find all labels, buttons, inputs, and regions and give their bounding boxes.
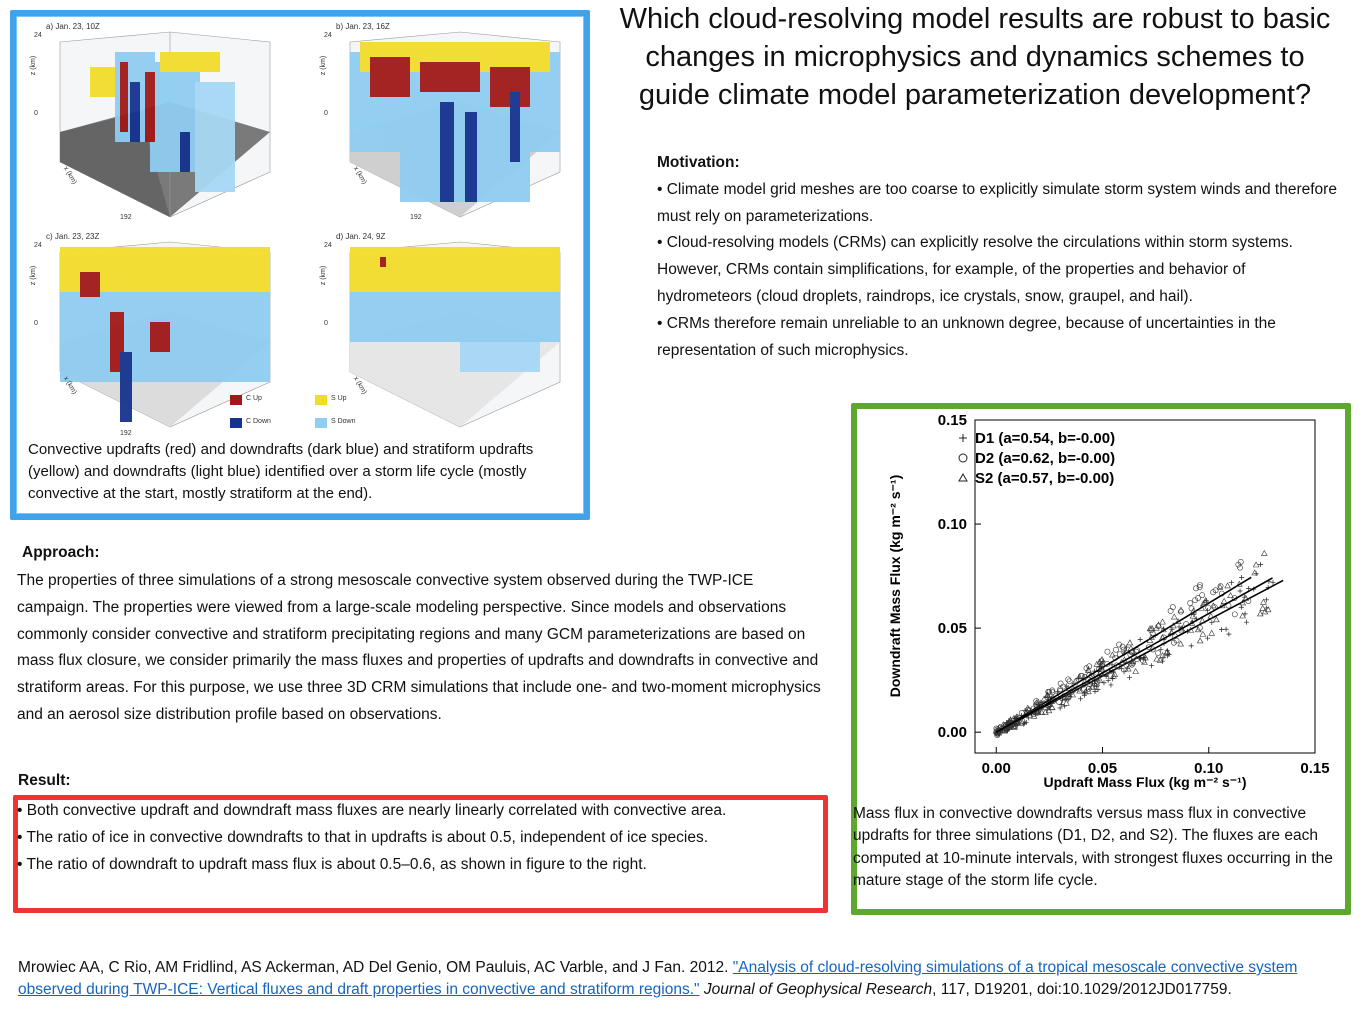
panel-b-illustration <box>310 22 580 227</box>
series-s2-point <box>1133 669 1139 674</box>
figure-panel-c <box>20 232 290 437</box>
panel-d-ztop: 24 <box>324 242 332 249</box>
x-tick-label: 0.00 <box>981 760 1011 777</box>
series-d1-point <box>1229 580 1234 585</box>
citation-authors: Mrowiec AA, C Rio, AM Fridlind, AS Ackerman, AD Del Genio, OM Pauluis, AC Varble, and J Fan. 2012. <box>18 959 733 976</box>
legend-label: S2 (a=0.57, b=-0.00) <box>975 470 1115 487</box>
citation-journal: Journal of Geophysical Research <box>699 981 933 998</box>
series-d1-point <box>1239 605 1244 610</box>
legend-swatch-c-up <box>230 395 242 405</box>
x-tick-label: 0.10 <box>1194 760 1224 777</box>
panel-c-ztop: 24 <box>34 242 42 249</box>
series-d1-point <box>1158 647 1163 652</box>
series-d2-point <box>1237 565 1242 570</box>
series-d1-point <box>1189 643 1194 648</box>
series-d1-point <box>1238 588 1243 593</box>
panel-b-ztop: 24 <box>324 32 332 39</box>
figure-panel-a <box>20 22 290 222</box>
legend-marker-circle <box>959 454 967 462</box>
series-fit-line <box>996 578 1272 732</box>
legend-label-c-down: C Down <box>246 418 271 425</box>
panel-b-xend: 192 <box>410 214 422 221</box>
panel-c-xlabel: x (km) <box>61 375 78 396</box>
series-s2-point <box>1252 570 1258 575</box>
motivation-bullet: • CRMs therefore remain unreliable to an unknown degree, because of uncertainties in the representation of such microphysics. <box>657 314 1276 359</box>
mass-flux-scatter-chart <box>860 410 1340 800</box>
y-tick-label: 0.10 <box>937 516 967 534</box>
result-section <box>17 797 832 879</box>
page-title: Which cloud-resolving model results are robust to basic changes in microphysics and dynamics schemes to guide climate model parameterization development? <box>619 3 1331 111</box>
y-tick-label: 0.05 <box>937 620 967 638</box>
citation <box>18 957 1338 1001</box>
result-bullet-text: Both convective updraft and downdraft mass fluxes are nearly linearly correlated with convective area. <box>26 802 727 819</box>
motivation-bullet-text: Climate model grid meshes are too coarse to explicitly simulate storm system winds and therefore must rely on parameterizations. <box>657 180 1337 225</box>
panel-c-illustration <box>20 232 290 437</box>
legend-swatch-s-down <box>315 418 327 428</box>
approach-text: The properties of three simulations of a strong mesoscale convective system observed during the TWP-ICE campaign. The properties were viewed from a large-scale modeling perspective. Since models and observations commonly consider convective and stratiform precipitating regions and many GCM parameterizations are based on mass flux closure, we consider primarily the mass fluxes and properties of updrafts and downdrafts in convective and stratiform areas. For this purpose, we use three 3D CRM simulations that include one- and two-moment microphysics and an aerosol size distribution profile based on observations. <box>17 572 821 723</box>
x-tick-label: 0.15 <box>1300 760 1330 777</box>
x-tick-label: 0.05 <box>1087 760 1118 777</box>
panel-a-illustration <box>20 22 290 227</box>
series-s2-point <box>1171 614 1177 619</box>
motivation-heading: Motivation: <box>657 154 740 171</box>
series-d1-point <box>1127 675 1132 680</box>
legend-label-s-down: S Down <box>331 418 356 425</box>
x-axis-label: Updraft Mass Flux (kg m⁻² s⁻¹) <box>1043 774 1247 790</box>
series-d1-point <box>1108 682 1113 687</box>
result-bullet: • Both convective updraft and downdraft mass fluxes are nearly linearly correlated with convective area. <box>17 802 727 819</box>
result-bullet: • The ratio of downdraft to updraft mass flux is about 0.5–0.6, as shown in figure to the right. <box>17 856 647 874</box>
storm-figure-caption: Convective updrafts (red) and downdrafts (dark blue) and stratiform updrafts (yellow) and downdrafts (light blue) identified over a storm life cycle (mostly convective at the start, mostly stratiform at the end). <box>28 441 534 502</box>
series-d1-point <box>1258 562 1263 567</box>
series-s2-point <box>1209 630 1215 635</box>
series-d2-point <box>1170 604 1175 609</box>
panel-c-xend: 192 <box>120 430 132 437</box>
series-d2-point <box>1105 649 1110 654</box>
panel-d-label: d) Jan. 24, 9Z <box>336 232 386 241</box>
chart-caption: Mass flux in convective downdrafts versus mass flux in convective updrafts for three simulations (D1, D2, and S2). The fluxes are each computed at 10-minute intervals, with strongest fluxes occurring in the mature stage of the storm life cycle. <box>853 805 1333 889</box>
citation-details: , 117, D19201, doi:10.1029/2012JD017759. <box>932 981 1232 998</box>
series-s2-point <box>1127 640 1133 645</box>
series-d2-point <box>1168 608 1173 613</box>
panel-c-zero: 0 <box>34 320 38 327</box>
legend-swatch-s-up <box>315 395 327 405</box>
series-s2-point <box>1261 551 1267 556</box>
series-d1-point <box>1239 575 1244 580</box>
series-d2-point <box>1113 647 1118 652</box>
panel-b-zero: 0 <box>324 110 328 117</box>
motivation-bullet-text: CRMs therefore remain unreliable to an unknown degree, because of uncertainties in the representation of such microphysics. <box>657 314 1276 359</box>
series-d1-point <box>1078 696 1083 701</box>
chart-legend <box>959 430 1115 487</box>
legend-label: D2 (a=0.62, b=-0.00) <box>975 450 1116 467</box>
series-d2-point <box>1121 647 1126 652</box>
panel-d-illustration <box>310 232 580 437</box>
series-d1-point <box>1219 627 1224 632</box>
motivation-bullet: • Climate model grid meshes are too coarse to explicitly simulate storm system winds and therefore must rely on parameterizations. <box>657 180 1337 225</box>
series-d2-point <box>1232 612 1237 617</box>
panel-a-xlabel: x (km) <box>61 165 78 186</box>
y-tick-label: 0.15 <box>937 412 967 429</box>
result-heading: Result: <box>18 772 71 789</box>
panel-a-ztop: 24 <box>34 32 42 39</box>
panel-b-zlabel: z (km) <box>320 55 328 76</box>
panel-b-xlabel: x (km) <box>351 165 368 186</box>
panel-a-xend: 192 <box>120 214 132 221</box>
series-d2-point <box>1188 600 1193 605</box>
panel-a-zlabel: z (km) <box>30 55 38 76</box>
series-d1-point <box>1209 620 1214 625</box>
series-d2-point <box>1056 699 1061 704</box>
series-s2-point <box>1154 656 1160 661</box>
legend-label-s-up: S Up <box>331 395 347 402</box>
series-d1-point <box>1244 620 1249 625</box>
series-d2-point <box>1155 650 1160 655</box>
series-s2-point <box>1225 583 1231 588</box>
chart-marks <box>994 551 1283 738</box>
panel-a-zero: 0 <box>34 110 38 117</box>
series-s2-point <box>1160 619 1166 624</box>
motivation-bullet: • Cloud-resolving models (CRMs) can explicitly resolve the circulations within storm systems. However, CRMs contain simplifications, for example, of the properties and behavior of hydrometeors (cloud droplets, raindrops, ice crystals, snow, graupel, and hail). <box>657 234 1293 305</box>
figure-panel-b <box>310 22 580 222</box>
storm-figure <box>20 22 580 442</box>
series-d2-point <box>1193 586 1198 591</box>
result-bullet-text: The ratio of downdraft to updraft mass flux is about 0.5–0.6, as shown in figure to the right. <box>26 856 647 874</box>
series-s2-point <box>1197 638 1203 643</box>
series-s2-point <box>1253 562 1259 567</box>
series-s2-point <box>1195 627 1201 632</box>
y-tick-label: 0.00 <box>937 724 967 742</box>
motivation-bullet-text: Cloud-resolving models (CRMs) can explicitly resolve the circulations within storm systems. However, CRMs contain simplifications, for example, of the properties and behavior of hydrometeors (cloud droplets, raindrops, ice crystals, snow, graupel, and hail). <box>657 234 1293 305</box>
series-d1-point <box>1226 632 1231 637</box>
legend-swatch-c-down <box>230 418 242 428</box>
series-d1-point <box>1149 663 1154 668</box>
series-fit-line <box>996 577 1251 732</box>
panel-d-zero: 0 <box>324 320 328 327</box>
y-axis-label: Downdraft Mass Flux (kg m⁻² s⁻¹) <box>887 474 903 698</box>
panel-a-label: a) Jan. 23, 10Z <box>46 22 100 31</box>
panel-d-xlabel: x (km) <box>351 375 368 396</box>
panel-b-label: b) Jan. 23, 16Z <box>336 22 390 31</box>
citation-link[interactable]: "Analysis of cloud-resolving simulations of a tropical mesoscale convective system observed during TWP-ICE: Vertical fluxes and draft properties in convective and stratiform regions." <box>18 959 1298 998</box>
series-s2-point <box>1142 659 1148 664</box>
series-d1-point <box>1138 637 1143 642</box>
result-bullet: • The ratio of ice in convective downdrafts to that in updrafts is about 0.5, independent of ice species. <box>17 829 708 847</box>
panel-c-label: c) Jan. 23, 23Z <box>46 232 100 241</box>
legend-label: D1 (a=0.54, b=-0.00) <box>975 430 1116 447</box>
legend-label-c-up: C Up <box>246 395 262 402</box>
approach-heading: Approach: <box>22 544 100 561</box>
legend-marker-triangle <box>959 474 967 481</box>
legend-marker-plus <box>959 434 967 442</box>
panel-c-zlabel: z (km) <box>30 265 38 286</box>
motivation-section <box>657 150 1337 364</box>
series-d1-point <box>1224 627 1229 632</box>
panel-d-zlabel: z (km) <box>320 265 328 286</box>
result-bullet-text: The ratio of ice in convective downdrafts to that in updrafts is about 0.5, independent of ice species. <box>26 829 708 847</box>
figure-panel-d <box>310 232 580 432</box>
series-s2-point <box>1110 652 1116 657</box>
